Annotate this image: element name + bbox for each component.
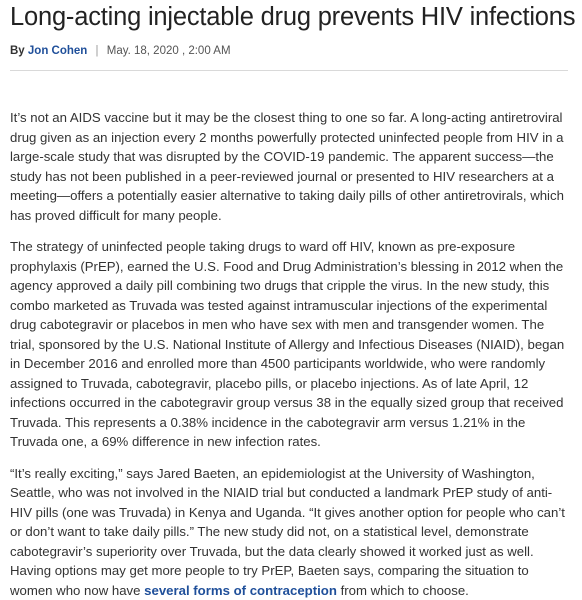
publish-date: May. 18, 2020 , 2:00 AM	[107, 45, 231, 57]
article-title: Long-acting injectable drug prevents HIV infections	[10, 0, 572, 32]
article-body	[10, 108, 572, 600]
byline	[10, 44, 572, 58]
paragraph-1: It’s not an AIDS vaccine but it may be the closest thing to one so far. A long-acting antiretroviral drug given as an injection every 2 months powerfully protected uninfected people from HIV in a large-scale study that was disrupted by the COVID-19 pandemic. The apparent success—the study has not been published in a peer-reviewed journal or presented to HIV researchers at a meeting—offers a potentially easier alternative to taking daily pills of other antiretrovirals, which has proved difficult for many people.	[10, 108, 572, 225]
author-link[interactable]: Jon Cohen	[28, 45, 87, 57]
paragraph-3	[10, 464, 572, 600]
byline-separator: |	[96, 45, 99, 57]
contraception-link[interactable]: several forms of contraception	[144, 583, 337, 598]
paragraph-3-text-after: from which to choose.	[337, 583, 469, 598]
byline-by-label: By	[10, 45, 25, 57]
header-divider	[10, 70, 568, 71]
paragraph-2: The strategy of uninfected people taking drugs to ward off HIV, known as pre-exposure prophylaxis (PrEP), earned the U.S. Food and Drug Administration’s blessing in 2012 when the agency approved a daily pill combining two drugs that cripple the virus. In the new study, this combo marketed as Truvada was tested against intramuscular injections of the experimental drug cabotegravir or placebos in men who have sex with men and transgender women. The trial, sponsored by the U.S. National Institute of Allergy and Infectious Diseases (NIAID), began in December 2016 and enrolled more than 4500 participants worldwide, who were randomly assigned to Truvada, cabotegravir, placebo pills, or placebo injections. As of late April, 12 infections occurred in the cabotegravir group versus 38 in the equally sized group that received Truvada. This represents a 0.38% incidence in the cabotegravir arm versus 1.21% in the Truvada one, a 69% difference in new infection rates.	[10, 237, 572, 452]
paragraph-3-text-before: “It’s really exciting,” says Jared Baeten, an epidemiologist at the University of Washington, Seattle, who was not involved in the NIAID trial but conducted a landmark PrEP study of anti-HIV pills (one was Truvada) in Kenya and Uganda. “It gives another option for people who can’t or don’t want to take daily pills.” The new study did not, on a statistical level, demonstrate cabotegravir’s superiority over Truvada, but the data clearly showed it worked just as well. Having options may get more people to try PrEP, Baeten says, comparing the situation to women who now have	[10, 466, 565, 598]
